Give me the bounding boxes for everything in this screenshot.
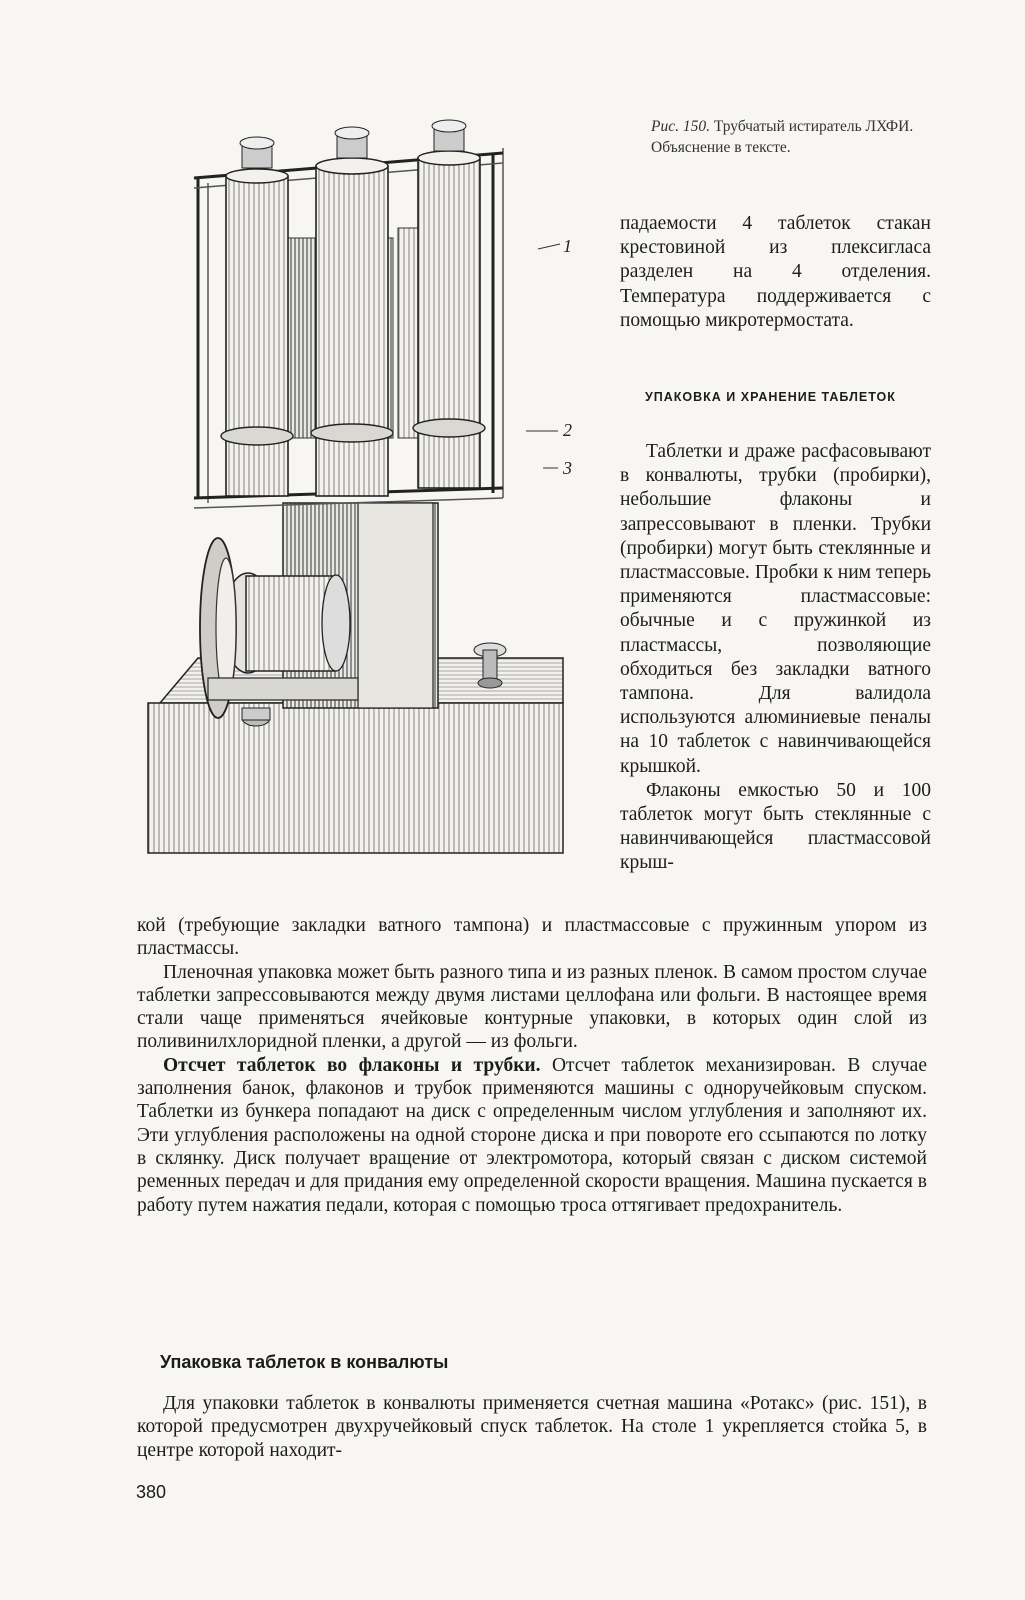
flacons-text-full: кой (требующие закладки ватного тампона) и пластмассовые с пружинным упором из пластмассы.: [137, 915, 927, 960]
section-heading-blister: Упаковка таблеток в конвалюты: [160, 1352, 449, 1372]
section-heading-packing-storage: УПАКОВКА И ХРАНЕНИЕ ТАБЛЕТОК: [645, 390, 896, 404]
abrader-illustration: [138, 118, 598, 880]
packing-text: Таблетки и драже расфасовывают в конвалюты, трубки (пробирки), небольшие флаконы и запрессовывают в пленки. Трубки (пробирки) могут быть стеклянные и пластмассовые. Пробки к ним теперь применяются пластмассовые: обычные и с пружинкой из пластмассы, позволяющие обходиться без закладки ватного тампона. Для валидола используются алюминиевые пеналы на 10 таблеток с навинчивающейся крышкой.: [620, 441, 931, 777]
callout-2: 2: [563, 420, 572, 440]
figure-number: Рис. 150.: [651, 118, 710, 135]
blister-paragraph: [137, 1392, 927, 1462]
page-number: 380: [136, 1482, 167, 1502]
counting-run-in-heading: Отсчет таблеток во флаконы и трубки.: [163, 1054, 541, 1076]
figure-tubular-abrader: [138, 118, 598, 880]
film-packing-text: Пленочная упаковка может быть разного типа и из разных пленок. В самом простом случае таблетки запрессовываются между двумя листами целлофана или фольги. В настоящее время стали чаще применяться ячейковые контурные упаковки, в которых один слой из поливинилхлоридной пленки, а другой — из фольги.: [137, 961, 927, 1053]
flacons-text-col: Флаконы емкостью 50 и 100 таблеток могут быть стеклянные с навинчивающейся пластмассовой крыш-: [620, 779, 931, 874]
counting-paragraph: [137, 1054, 927, 1217]
blister-text: Для упаковки таблеток в конвалюты применяется счетная машина «Ротакс» (рис. 151), в которой предусмотрен двухручейковый спуск таблеток. На столе 1 укрепляется стойка 5, в центре которой находит-: [137, 1393, 927, 1461]
intro-text: падаемости 4 таблеток стакан крестовиной из плексигласа разделен на 4 отделения. Температура поддерживается с помощью микротермостата.: [620, 213, 931, 331]
body-full-width: [137, 914, 927, 1217]
counting-text: Отсчет таблеток механизирован. В случае заполнения банок, флаконов и трубок применяются машины с одноручейковым спуском. Таблетки из бункера попадают на диск с определенным числом углубления и заполняют их. Эти углубления расположены на одной стороне диска и при повороте его ссыпаются по лотку в склянку. Диск получает вращение от электромотора, который связан с диском системой ременных передач и для придания ему определенной скорости вращения. Машина пускается в работу путем нажатия педали, которая с помощью троса оттягивает предохранитель.: [137, 1054, 927, 1216]
callout-1: 1: [563, 236, 572, 256]
callout-3: 3: [563, 458, 572, 478]
figure-caption-text: Трубчатый истиратель ЛХФИ. Объяснение в тексте.: [651, 118, 914, 156]
intro-paragraph: [620, 212, 931, 333]
figure-caption: [651, 116, 951, 158]
packing-paragraph: [620, 440, 931, 876]
